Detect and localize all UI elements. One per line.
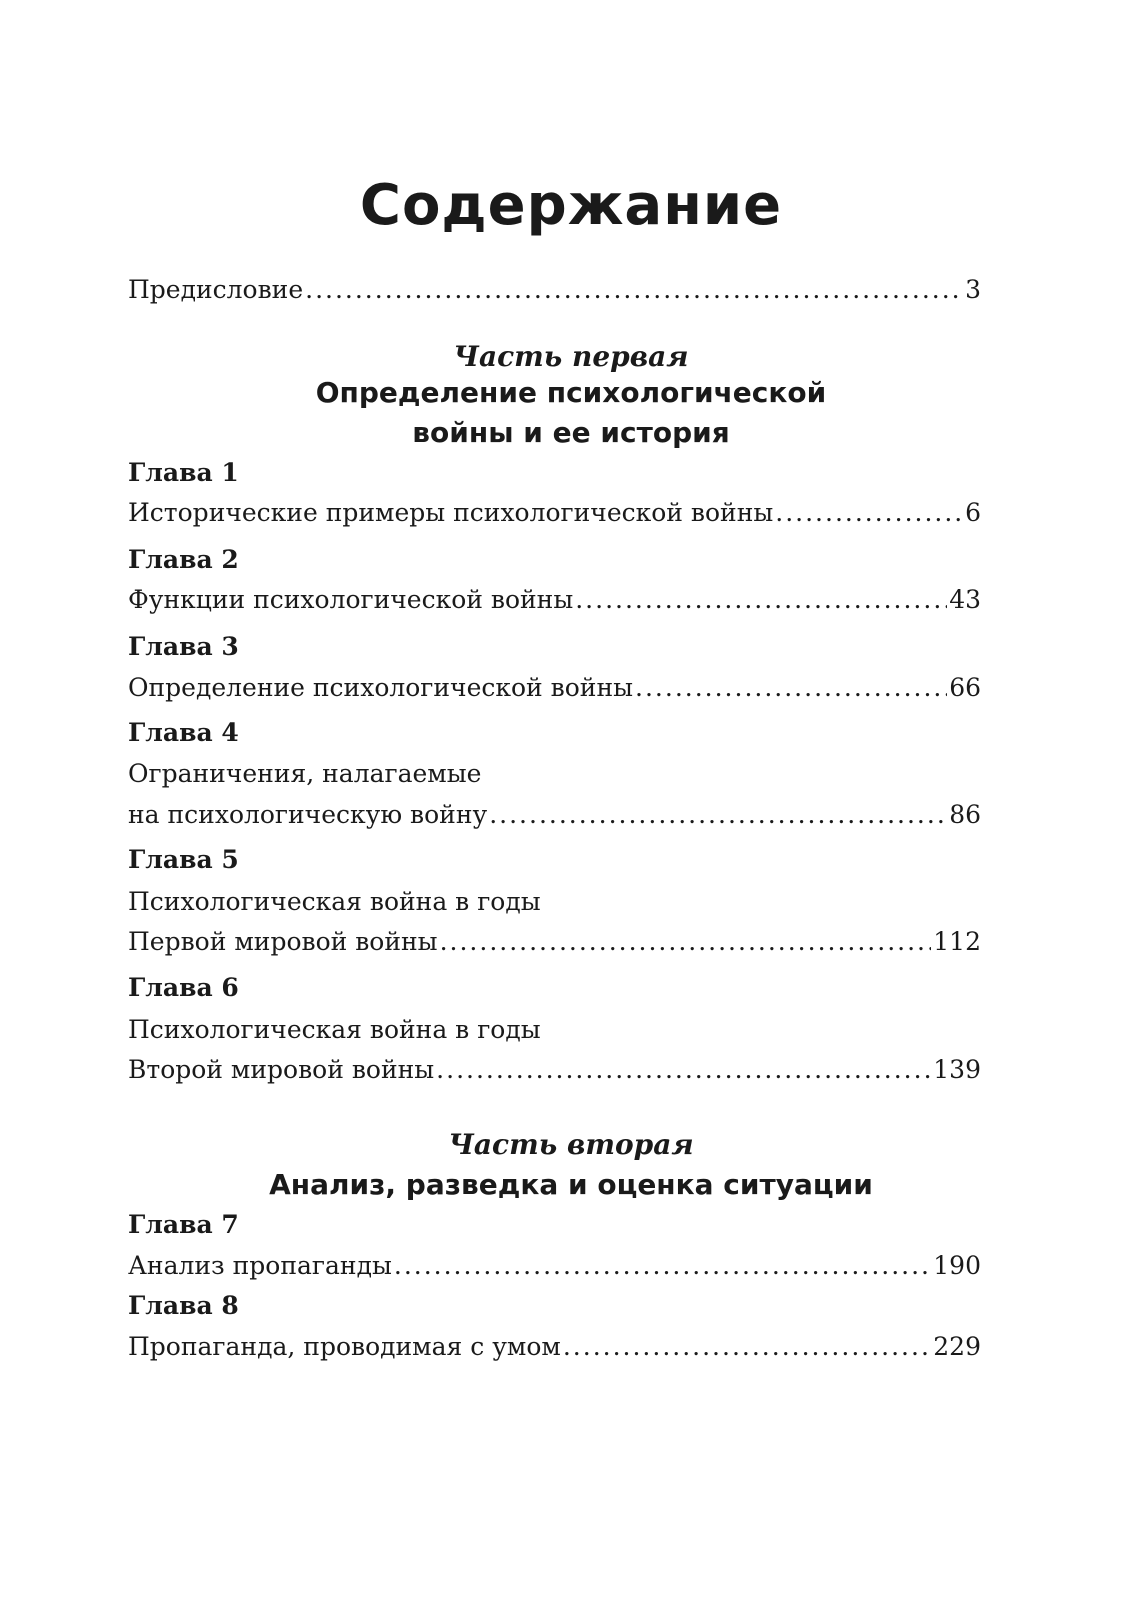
toc-entry[interactable] — [128, 668, 981, 708]
chapter-label: Глава 7 — [128, 1210, 239, 1239]
chapter-label: Глава 3 — [128, 632, 239, 661]
toc-entry-line: Психологическая война в годы — [128, 887, 541, 916]
toc-page-number: 43 — [949, 585, 981, 614]
part-title-line: войны и ее история — [412, 416, 730, 449]
toc-page-number: 66 — [949, 673, 981, 702]
toc-entry[interactable] — [128, 1050, 981, 1090]
part-title-line: Определение психологической — [315, 376, 827, 409]
chapter-label: Глава 5 — [128, 845, 239, 874]
chapter-label: Глава 2 — [128, 545, 239, 574]
toc-entry-label: Исторические примеры психологической войны — [128, 498, 774, 527]
toc-page-number: 86 — [949, 800, 981, 829]
dot-leader — [575, 580, 947, 620]
toc-entry-label: Анализ пропаганды — [128, 1251, 392, 1280]
page-title: Содержание — [359, 173, 783, 238]
dot-leader — [775, 493, 963, 533]
toc-page-number: 3 — [965, 275, 981, 304]
chapter-label: Глава 8 — [128, 1291, 239, 1320]
toc-entry-label: Определение психологической войны — [128, 673, 634, 702]
part-title-line: Анализ, разведка и оценка ситуации — [269, 1168, 873, 1201]
toc-entry-label: Пропаганда, проводимая с умом — [128, 1332, 561, 1361]
toc-entry-label: Предисловие — [128, 275, 304, 304]
dot-leader — [563, 1327, 931, 1367]
chapter-label: Глава 1 — [128, 458, 239, 487]
toc-page-number: 139 — [933, 1055, 981, 1084]
chapter-label: Глава 4 — [128, 718, 239, 747]
dot-leader — [489, 795, 947, 835]
toc-entry-preface[interactable] — [128, 270, 981, 310]
toc-entry[interactable] — [128, 1327, 981, 1367]
toc-entry-line: Ограничения, налагаемые — [128, 759, 482, 788]
toc-entry[interactable] — [128, 795, 981, 835]
chapter-label: Глава 6 — [128, 973, 239, 1002]
dot-leader — [394, 1246, 931, 1286]
dot-leader — [440, 922, 932, 962]
part-label: Часть первая — [453, 340, 689, 373]
toc-entry-label: Второй мировой войны — [128, 1055, 435, 1084]
toc-entry[interactable] — [128, 922, 981, 962]
toc-entry[interactable] — [128, 580, 981, 620]
toc-entry-line: Психологическая война в годы — [128, 1015, 541, 1044]
toc-entry-label: на психологическую войну — [128, 800, 488, 829]
toc-entry-label: Первой мировой войны — [128, 927, 438, 956]
toc-entry[interactable] — [128, 1246, 981, 1286]
toc-entry[interactable] — [128, 493, 981, 533]
part-label: Часть вторая — [448, 1128, 694, 1161]
toc-entry-label: Функции психологической войны — [128, 585, 574, 614]
toc-page-number: 190 — [933, 1251, 981, 1280]
dot-leader — [305, 270, 963, 310]
toc-page-number: 112 — [933, 927, 981, 956]
toc-page-number: 6 — [965, 498, 981, 527]
dot-leader — [635, 668, 947, 708]
dot-leader — [436, 1050, 931, 1090]
toc-page-number: 229 — [933, 1332, 981, 1361]
